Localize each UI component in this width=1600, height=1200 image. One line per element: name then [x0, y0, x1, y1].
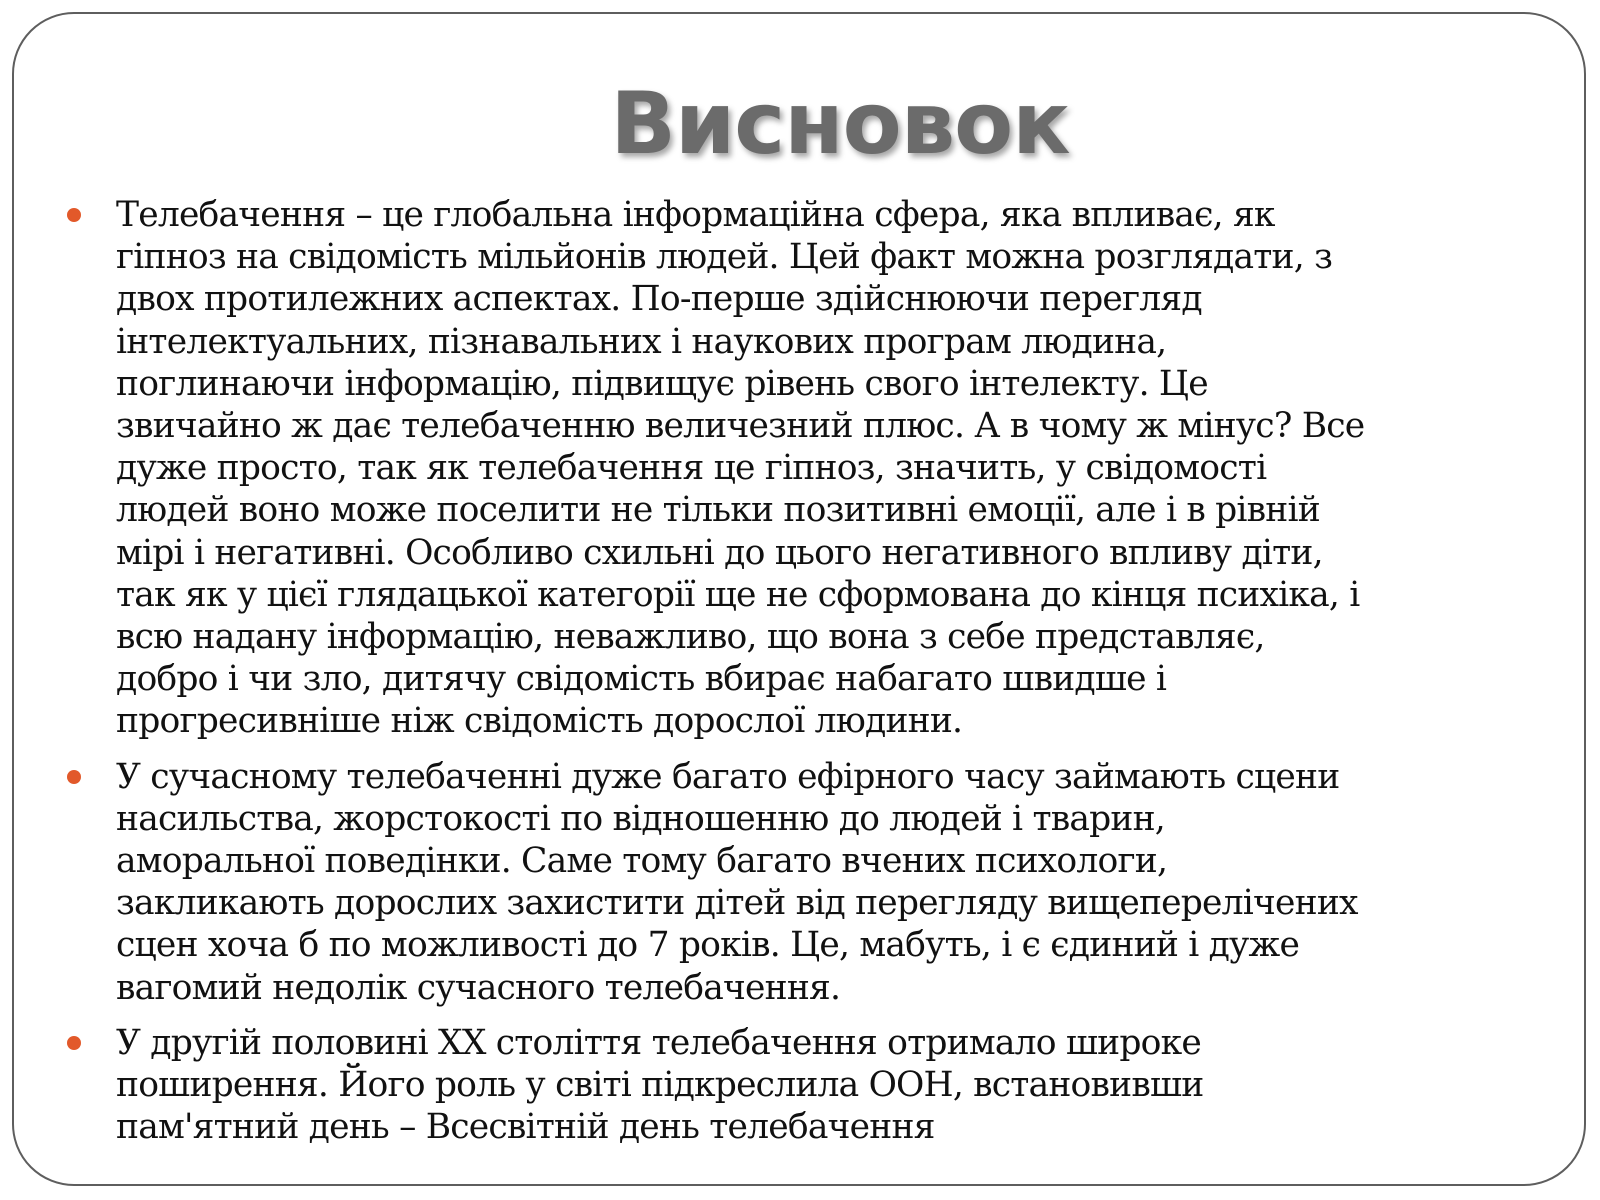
bullet-text-line: двох протилежних аспектах. По-перше здійснюючи перегляд [116, 279, 1202, 320]
slide-title: Висновок [610, 74, 1070, 174]
bullet-text-line: звичайно ж дає телебаченню величезний плюс. А в чому ж мінус? Все [116, 406, 1365, 447]
bullet-text-line: вагомий недолік сучасного телебачення. [116, 967, 841, 1008]
bullet-text-line: добро і чи зло, дитячу свідомість вбирає набагато швидше і [116, 659, 1167, 700]
bullet-text-line: поширення. Його роль у світі підкреслила ООН, встановивши [116, 1065, 1204, 1106]
bullet-item [60, 756, 1580, 1009]
bullet-text-line: мірі і негативні. Особливо схильні до цього негативного впливу діти, [116, 532, 1323, 573]
bullet-text-line: дуже просто, так як телебачення це гіпноз, значить, у свідомості [116, 448, 1267, 489]
bullet-text-line: поглинаючи інформацію, підвищує рівень свого інтелекту. Це [116, 363, 1208, 404]
bullet-text-line: пам'ятний день – Всесвітній день телебачення [116, 1107, 935, 1148]
bullet-text-line: людей воно може поселити не тільки позитивні емоції, але і в рівній [116, 490, 1320, 531]
bullet-text-line: прогресивніше ніж свідомість дорослої людини. [116, 701, 963, 742]
bullet-list [60, 194, 1580, 1161]
bullet-text-line: У другій половині XX століття телебачення отримало широке [116, 1022, 1201, 1063]
bullet-item [60, 1022, 1580, 1149]
bullet-text-line: інтелектуальних, пізнавальних і наукових програм людина, [116, 321, 1167, 362]
bullet-text-line: насильства, жорстокості по відношенню до людей і тварин, [116, 798, 1165, 839]
bullet-text-line: аморальної поведінки. Саме тому багато вчених психологи, [116, 841, 1168, 882]
bullet-text-line: закликають дорослих захистити дітей від перегляду вищеперелічених [116, 883, 1358, 924]
bullet-text-line: У сучасному телебаченні дуже багато ефірного часу займають сцени [116, 756, 1340, 797]
bullet-text-line: сцен хоча б по можливості до 7 років. Це, мабуть, і є єдиний і дуже [116, 925, 1300, 966]
bullet-text-line: так як у цієї глядацької категорії ще не сформована до кінця психіка, і [116, 574, 1360, 615]
bullet-item [60, 194, 1580, 743]
bullet-text-line: гіпноз на свідомість мільйонів людей. Цей факт можна розглядати, з [116, 237, 1333, 278]
bullet-text-line: Телебачення – це глобальна інформаційна сфера, яка впливає, як [116, 195, 1275, 235]
bullet-dot-icon [67, 770, 81, 784]
bullet-dot-icon [67, 1036, 81, 1050]
bullet-text-line: всю надану інформацію, неважливо, що вона з себе представляє, [116, 617, 1265, 658]
bullet-dot-icon [67, 208, 81, 222]
